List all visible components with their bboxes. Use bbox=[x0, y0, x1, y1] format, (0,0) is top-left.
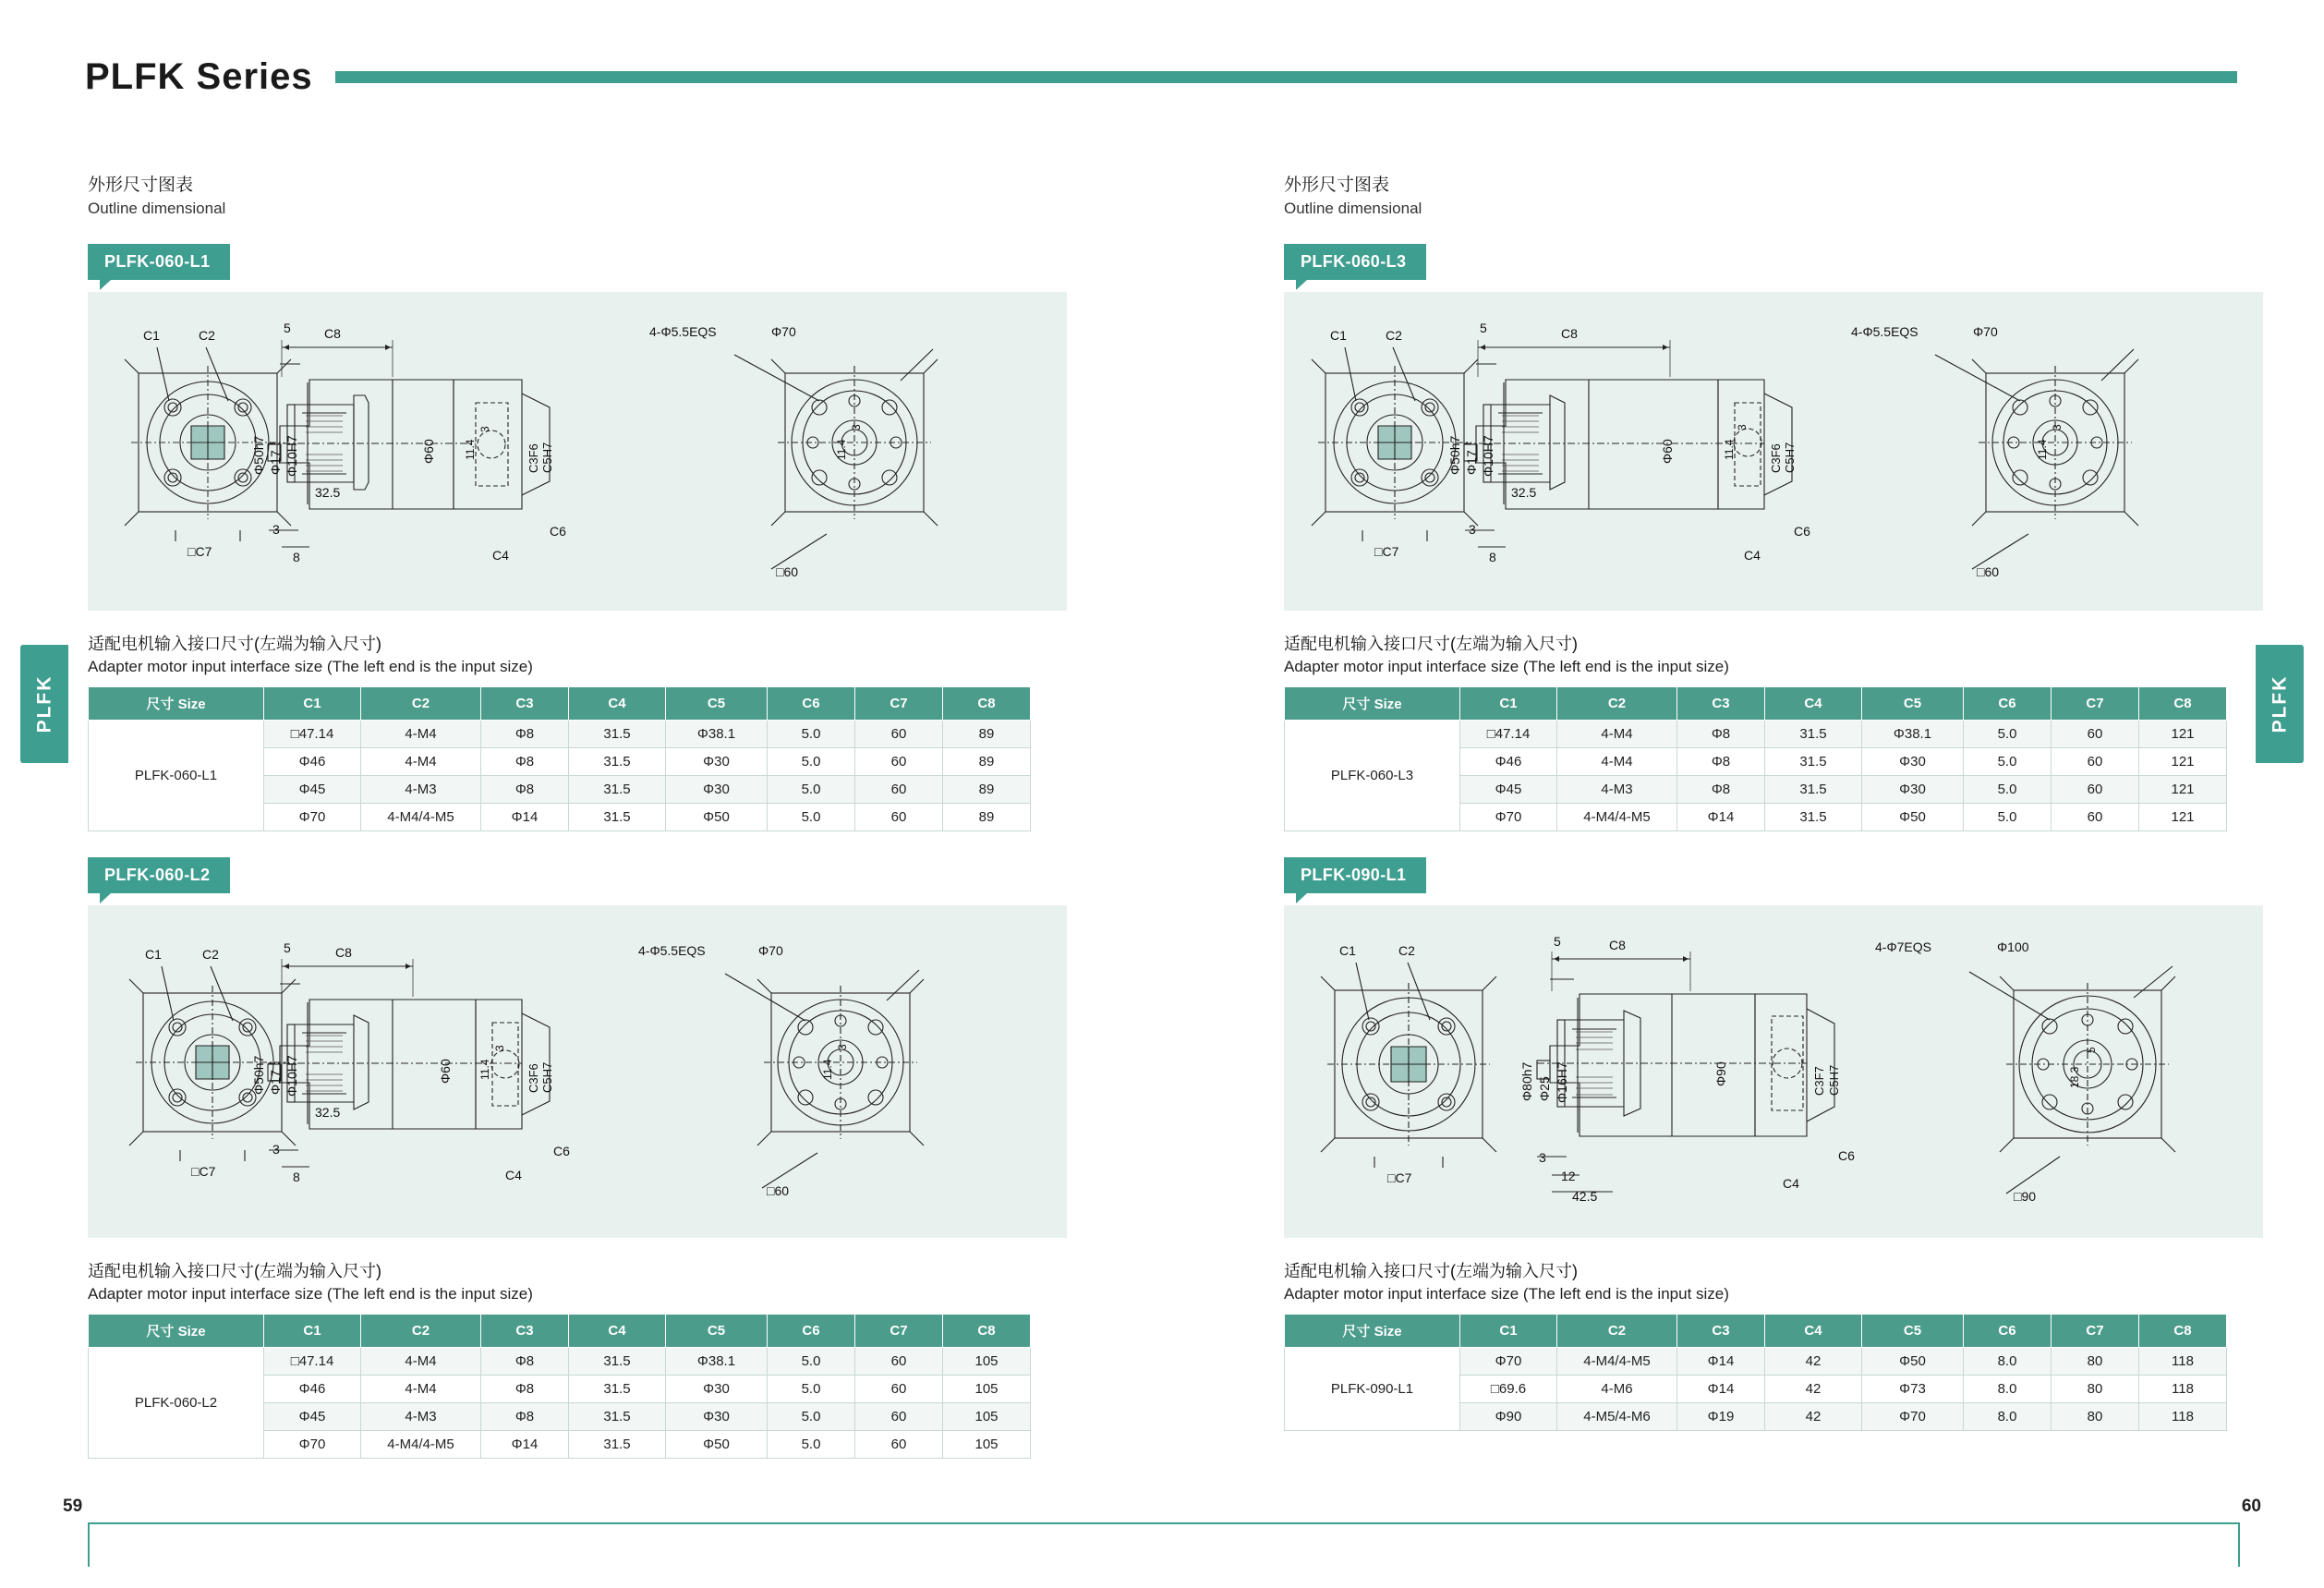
cell-c4: 31.5 bbox=[569, 1376, 666, 1403]
adapter-note-en: Adapter motor input interface size (The left end is the input size) bbox=[1284, 1285, 1729, 1303]
th-size: 尺寸 Size bbox=[1285, 1315, 1460, 1348]
cell-c2: 4-M3 bbox=[361, 776, 481, 804]
th-c4: C4 bbox=[569, 687, 666, 721]
dwg-label: C1 bbox=[143, 328, 160, 343]
th-size: 尺寸 Size bbox=[89, 1315, 264, 1348]
th-c2: C2 bbox=[1557, 687, 1677, 721]
adapter-note-cn: 适配电机输入接口尺寸(左端为输入尺寸) bbox=[88, 635, 381, 653]
cell-c4: 31.5 bbox=[1765, 776, 1862, 804]
dwg-label: Φ60 bbox=[1660, 439, 1675, 464]
th-c4: C4 bbox=[569, 1315, 666, 1348]
th-c5: C5 bbox=[666, 687, 768, 721]
cell-c5: Φ50 bbox=[666, 804, 768, 831]
dwg-label: C5H7 bbox=[1827, 1064, 1841, 1096]
side-tab-right-label: PLFK bbox=[2269, 674, 2291, 733]
th-size: 尺寸 Size bbox=[89, 687, 264, 721]
dwg-label: C2 bbox=[199, 328, 215, 343]
th-c8: C8 bbox=[2139, 1315, 2227, 1348]
th-c8: C8 bbox=[943, 1315, 1031, 1348]
dwg-label: C2 bbox=[1398, 943, 1415, 958]
cell-c8: 121 bbox=[2139, 748, 2227, 776]
cell-c8: 105 bbox=[943, 1376, 1031, 1403]
dwg-label: Φ80h7 bbox=[1519, 1061, 1534, 1101]
table-header-row bbox=[1285, 1315, 2227, 1348]
dwg-label: Φ10H7 bbox=[1481, 435, 1495, 477]
cell-c6: 5.0 bbox=[1964, 721, 2052, 748]
table-row bbox=[1285, 721, 2227, 748]
cell-c7: 60 bbox=[855, 1403, 943, 1431]
table-row bbox=[89, 1348, 1031, 1376]
cell-c1: Φ90 bbox=[1460, 1403, 1557, 1431]
title-rule bbox=[335, 71, 2237, 83]
footer-tick-right bbox=[2238, 1522, 2240, 1567]
block-plfk-060-l3 bbox=[1284, 218, 2263, 831]
dwg-label: 5 bbox=[2085, 1047, 2098, 1053]
cell-c8: 118 bbox=[2139, 1403, 2227, 1431]
cell-c1: Φ45 bbox=[264, 1403, 361, 1431]
dwg-label: C3F6 bbox=[527, 1063, 540, 1093]
th-c3: C3 bbox=[481, 687, 569, 721]
cell-c5: Φ30 bbox=[1862, 748, 1964, 776]
dimension-table-060-l2 bbox=[88, 1314, 1031, 1459]
cell-c3: Φ8 bbox=[481, 776, 569, 804]
dwg-label: □60 bbox=[767, 1183, 790, 1198]
cell-c5: Φ50 bbox=[1862, 804, 1964, 831]
dwg-label: □90 bbox=[2014, 1189, 2037, 1204]
cell-model: PLFK-060-L3 bbox=[1285, 721, 1460, 831]
cell-c5: Φ50 bbox=[666, 1431, 768, 1459]
page-number-right: 60 bbox=[2241, 1497, 2261, 1516]
dwg-label: Φ10H7 bbox=[284, 1055, 299, 1097]
cell-c3: Φ8 bbox=[481, 1403, 569, 1431]
cell-model: PLFK-090-L1 bbox=[1285, 1348, 1460, 1431]
dwg-label: C4 bbox=[492, 548, 509, 563]
cell-c4: 31.5 bbox=[569, 1431, 666, 1459]
th-c2: C2 bbox=[361, 1315, 481, 1348]
dwg-label: 3 bbox=[836, 1044, 849, 1050]
dwg-label: 5 bbox=[284, 940, 291, 955]
cell-c6: 5.0 bbox=[768, 721, 855, 748]
dwg-label: 5 bbox=[284, 321, 291, 335]
cell-c8: 118 bbox=[2139, 1348, 2227, 1376]
model-tag: PLFK-060-L1 bbox=[88, 244, 230, 280]
cell-c8: 105 bbox=[943, 1431, 1031, 1459]
dimension-table-060-l1 bbox=[88, 686, 1031, 831]
cell-c8: 89 bbox=[943, 721, 1031, 748]
cell-c3: Φ14 bbox=[1677, 804, 1765, 831]
cell-c7: 60 bbox=[855, 776, 943, 804]
cell-c7: 60 bbox=[855, 1376, 943, 1403]
cell-c5: Φ38.1 bbox=[1862, 721, 1964, 748]
dwg-label: C3F6 bbox=[527, 443, 540, 473]
cell-c1: □47.14 bbox=[1460, 721, 1557, 748]
block-plfk-060-l1 bbox=[88, 218, 1067, 831]
cell-c4: 31.5 bbox=[569, 721, 666, 748]
th-c6: C6 bbox=[768, 687, 855, 721]
dwg-label: □60 bbox=[1977, 564, 2000, 579]
cell-c8: 121 bbox=[2139, 776, 2227, 804]
cell-c8: 89 bbox=[943, 776, 1031, 804]
cell-c6: 5.0 bbox=[768, 1348, 855, 1376]
cell-c5: Φ70 bbox=[1862, 1403, 1964, 1431]
cell-c6: 5.0 bbox=[1964, 748, 2052, 776]
cell-c7: 60 bbox=[855, 748, 943, 776]
outline-drawing-060-l2 bbox=[88, 905, 1067, 1238]
table-header-row bbox=[1285, 687, 2227, 721]
th-c7: C7 bbox=[2052, 687, 2139, 721]
cell-c5: Φ30 bbox=[666, 776, 768, 804]
cell-c3: Φ14 bbox=[481, 1431, 569, 1459]
cell-c2: 4-M5/4-M6 bbox=[1557, 1403, 1677, 1431]
model-tag: PLFK-060-L3 bbox=[1284, 244, 1426, 280]
th-c6: C6 bbox=[768, 1315, 855, 1348]
cell-c4: 31.5 bbox=[569, 776, 666, 804]
adapter-note-cn: 适配电机输入接口尺寸(左端为输入尺寸) bbox=[1284, 1262, 1578, 1280]
cell-c7: 80 bbox=[2052, 1348, 2139, 1376]
cell-c6: 5.0 bbox=[768, 804, 855, 831]
page-header bbox=[85, 51, 2237, 103]
dwg-label: 32.5 bbox=[315, 1105, 341, 1120]
cell-c1: □69.6 bbox=[1460, 1376, 1557, 1403]
dwg-label: C5H7 bbox=[540, 1061, 554, 1093]
cell-c2: 4-M4 bbox=[361, 1376, 481, 1403]
dwg-label: C6 bbox=[553, 1144, 570, 1158]
cell-c7: 60 bbox=[855, 1348, 943, 1376]
dwg-label: 11.4 bbox=[2036, 439, 2049, 460]
cell-c5: Φ38.1 bbox=[666, 1348, 768, 1376]
side-tab-left bbox=[20, 645, 68, 763]
cell-c1: Φ46 bbox=[264, 1376, 361, 1403]
dwg-label: C6 bbox=[1838, 1148, 1855, 1163]
cell-c8: 105 bbox=[943, 1348, 1031, 1376]
adapter-note-en: Adapter motor input interface size (The left end is the input size) bbox=[88, 658, 533, 675]
cell-c3: Φ14 bbox=[1677, 1348, 1765, 1376]
cell-c4: 31.5 bbox=[569, 748, 666, 776]
cell-c8: 89 bbox=[943, 804, 1031, 831]
dwg-label: C8 bbox=[324, 326, 341, 341]
cell-c7: 60 bbox=[2052, 804, 2139, 831]
dwg-label: 11.4 bbox=[835, 439, 848, 460]
dwg-label: C6 bbox=[1794, 524, 1810, 539]
dwg-label: 18.3 bbox=[2068, 1066, 2081, 1088]
dwg-label: Φ50h7 bbox=[251, 435, 266, 475]
cell-c1: □47.14 bbox=[264, 721, 361, 748]
cell-c6: 5.0 bbox=[768, 748, 855, 776]
dwg-label: C4 bbox=[1783, 1176, 1799, 1191]
cell-c4: 31.5 bbox=[569, 804, 666, 831]
cell-c7: 60 bbox=[855, 721, 943, 748]
model-tag: PLFK-090-L1 bbox=[1284, 857, 1426, 893]
cell-c5: Φ30 bbox=[1862, 776, 1964, 804]
cell-c4: 31.5 bbox=[569, 1403, 666, 1431]
dwg-label: 3 bbox=[1469, 522, 1476, 537]
dwg-label: 4-Φ5.5EQS bbox=[649, 324, 717, 339]
dwg-label: 42.5 bbox=[1572, 1189, 1598, 1204]
cell-c3: Φ8 bbox=[1677, 721, 1765, 748]
dwg-label: □C7 bbox=[188, 544, 212, 559]
dwg-label: 3 bbox=[272, 522, 280, 537]
cell-c2: 4-M4/4-M5 bbox=[1557, 1348, 1677, 1376]
th-c5: C5 bbox=[1862, 687, 1964, 721]
cell-c3: Φ8 bbox=[481, 1376, 569, 1403]
th-c3: C3 bbox=[481, 1315, 569, 1348]
cell-c6: 5.0 bbox=[768, 1431, 855, 1459]
table-header-row bbox=[89, 687, 1031, 721]
cell-c3: Φ14 bbox=[1677, 1376, 1765, 1403]
cell-c1: Φ70 bbox=[264, 1431, 361, 1459]
cell-c1: Φ70 bbox=[1460, 1348, 1557, 1376]
dwg-label: C1 bbox=[1339, 943, 1356, 958]
dwg-label: C8 bbox=[1561, 326, 1578, 341]
dwg-label: 5 bbox=[1480, 321, 1487, 335]
cell-c2: 4-M4 bbox=[361, 721, 481, 748]
cell-c4: 31.5 bbox=[1765, 804, 1862, 831]
cell-c3: Φ8 bbox=[1677, 748, 1765, 776]
cell-c8: 118 bbox=[2139, 1376, 2227, 1403]
dwg-label: Φ17 bbox=[1464, 450, 1479, 475]
dwg-label: Φ70 bbox=[758, 943, 783, 958]
cell-c6: 5.0 bbox=[768, 1403, 855, 1431]
th-c5: C5 bbox=[666, 1315, 768, 1348]
dwg-label: C4 bbox=[1744, 548, 1761, 563]
th-size: 尺寸 Size bbox=[1285, 687, 1460, 721]
cell-c5: Φ30 bbox=[666, 1403, 768, 1431]
cell-c6: 8.0 bbox=[1964, 1348, 2052, 1376]
cell-c8: 121 bbox=[2139, 804, 2227, 831]
dwg-label: 11.4 bbox=[464, 439, 477, 460]
dimension-table-060-l3 bbox=[1284, 686, 2227, 831]
th-c6: C6 bbox=[1964, 1315, 2052, 1348]
dwg-label: 8 bbox=[293, 1170, 300, 1184]
dwg-label: □C7 bbox=[1387, 1170, 1412, 1185]
dwg-label: 4-Φ7EQS bbox=[1875, 939, 1931, 954]
dwg-label: 32.5 bbox=[315, 485, 341, 500]
dwg-label: 4-Φ5.5EQS bbox=[1851, 324, 1919, 339]
dwg-label: C3F6 bbox=[1769, 443, 1783, 473]
dwg-label: 3 bbox=[1539, 1150, 1546, 1165]
cell-c1: Φ46 bbox=[1460, 748, 1557, 776]
dwg-label: Φ60 bbox=[438, 1059, 453, 1084]
cell-c3: Φ19 bbox=[1677, 1403, 1765, 1431]
cell-c2: 4-M4 bbox=[361, 748, 481, 776]
outline-drawing-060-l3 bbox=[1284, 292, 2263, 611]
th-c6: C6 bbox=[1964, 687, 2052, 721]
cell-c3: Φ14 bbox=[481, 804, 569, 831]
cell-c7: 60 bbox=[855, 1431, 943, 1459]
cell-c2: 4-M3 bbox=[1557, 776, 1677, 804]
cell-c3: Φ8 bbox=[481, 1348, 569, 1376]
cell-c1: Φ45 bbox=[1460, 776, 1557, 804]
adapter-note-en: Adapter motor input interface size (The left end is the input size) bbox=[88, 1285, 533, 1303]
dwg-label: C3F7 bbox=[1812, 1066, 1826, 1096]
cell-c4: 31.5 bbox=[1765, 748, 1862, 776]
th-c7: C7 bbox=[855, 687, 943, 721]
dwg-label: Φ17 bbox=[268, 1070, 283, 1095]
cell-c6: 8.0 bbox=[1964, 1403, 2052, 1431]
cell-c7: 60 bbox=[2052, 748, 2139, 776]
cell-model: PLFK-060-L1 bbox=[89, 721, 264, 831]
cell-c7: 60 bbox=[2052, 721, 2139, 748]
cell-c2: 4-M4/4-M5 bbox=[361, 1431, 481, 1459]
dwg-label: □C7 bbox=[1374, 544, 1399, 559]
cell-c4: 42 bbox=[1765, 1403, 1862, 1431]
dwg-label: 11.4 bbox=[821, 1059, 834, 1080]
dwg-label: C1 bbox=[145, 947, 162, 962]
cell-c8: 105 bbox=[943, 1403, 1031, 1431]
cell-c2: 4-M6 bbox=[1557, 1376, 1677, 1403]
column-right bbox=[1284, 171, 2263, 1431]
cell-c5: Φ50 bbox=[1862, 1348, 1964, 1376]
dwg-label: C6 bbox=[550, 524, 566, 539]
cell-model: PLFK-060-L2 bbox=[89, 1348, 264, 1459]
dwg-label: C8 bbox=[1609, 938, 1626, 952]
dwg-label: 3 bbox=[2051, 424, 2064, 430]
adapter-note-cn: 适配电机输入接口尺寸(左端为输入尺寸) bbox=[88, 1262, 381, 1280]
dwg-label: Φ16H7 bbox=[1555, 1061, 1569, 1103]
block-plfk-090-l1 bbox=[1284, 831, 2263, 1431]
dwg-label: □60 bbox=[776, 564, 799, 579]
cell-c2: 4-M4 bbox=[361, 1348, 481, 1376]
side-tab-left-label: PLFK bbox=[33, 674, 55, 733]
cell-c4: 31.5 bbox=[569, 1348, 666, 1376]
dwg-label: □C7 bbox=[191, 1164, 216, 1179]
cell-c1: Φ46 bbox=[264, 748, 361, 776]
adapter-note-cn: 适配电机输入接口尺寸(左端为输入尺寸) bbox=[1284, 635, 1578, 653]
cell-c2: 4-M4 bbox=[1557, 721, 1677, 748]
cell-c4: 42 bbox=[1765, 1376, 1862, 1403]
cell-c2: 4-M4/4-M5 bbox=[1557, 804, 1677, 831]
cell-c6: 5.0 bbox=[1964, 776, 2052, 804]
dwg-label: 3 bbox=[850, 424, 863, 430]
cell-c6: 5.0 bbox=[1964, 804, 2052, 831]
page-title: PLFK Series bbox=[85, 55, 313, 97]
th-c3: C3 bbox=[1677, 1315, 1765, 1348]
dwg-label: 3 bbox=[272, 1142, 280, 1157]
cell-c5: Φ38.1 bbox=[666, 721, 768, 748]
cell-c6: 5.0 bbox=[768, 776, 855, 804]
section-heading-en: Outline dimensional bbox=[1284, 200, 1422, 217]
table-row bbox=[1285, 1348, 2227, 1376]
dwg-label: 3 bbox=[493, 1045, 506, 1051]
dwg-label: Φ50h7 bbox=[251, 1055, 266, 1095]
dwg-label: C2 bbox=[202, 947, 219, 962]
cell-c8: 121 bbox=[2139, 721, 2227, 748]
cell-c7: 60 bbox=[2052, 776, 2139, 804]
cell-c3: Φ8 bbox=[1677, 776, 1765, 804]
th-c1: C1 bbox=[1460, 687, 1557, 721]
dwg-label: Φ60 bbox=[421, 439, 436, 464]
th-c2: C2 bbox=[361, 687, 481, 721]
dwg-label: 3 bbox=[1736, 424, 1749, 430]
cell-c6: 8.0 bbox=[1964, 1376, 2052, 1403]
cell-c2: 4-M3 bbox=[361, 1403, 481, 1431]
section-heading-en: Outline dimensional bbox=[88, 200, 226, 217]
cell-c6: 5.0 bbox=[768, 1376, 855, 1403]
th-c8: C8 bbox=[2139, 687, 2227, 721]
dimension-table-090-l1 bbox=[1284, 1314, 2227, 1431]
dwg-label: 32.5 bbox=[1511, 485, 1537, 500]
th-c3: C3 bbox=[1677, 687, 1765, 721]
dwg-label: 3 bbox=[478, 426, 491, 432]
cell-c3: Φ8 bbox=[481, 748, 569, 776]
cell-c1: Φ70 bbox=[264, 804, 361, 831]
cell-c4: 31.5 bbox=[1765, 721, 1862, 748]
dwg-label: C2 bbox=[1386, 328, 1402, 343]
th-c5: C5 bbox=[1862, 1315, 1964, 1348]
cell-c7: 80 bbox=[2052, 1376, 2139, 1403]
cell-c3: Φ8 bbox=[481, 721, 569, 748]
cell-c2: 4-M4 bbox=[1557, 748, 1677, 776]
dwg-label: Φ90 bbox=[1713, 1061, 1728, 1086]
cell-c1: □47.14 bbox=[264, 1348, 361, 1376]
dwg-label: C1 bbox=[1330, 328, 1347, 343]
th-c2: C2 bbox=[1557, 1315, 1677, 1348]
outline-drawing-060-l1 bbox=[88, 292, 1067, 611]
dwg-label: C5H7 bbox=[540, 442, 554, 473]
dwg-label: Φ100 bbox=[1997, 939, 2029, 954]
cell-c2: 4-M4/4-M5 bbox=[361, 804, 481, 831]
th-c7: C7 bbox=[2052, 1315, 2139, 1348]
model-tag: PLFK-060-L2 bbox=[88, 857, 230, 893]
footer-rule bbox=[88, 1522, 2240, 1524]
cell-c7: 80 bbox=[2052, 1403, 2139, 1431]
th-c1: C1 bbox=[264, 687, 361, 721]
block-plfk-060-l2 bbox=[88, 831, 1067, 1459]
section-heading-cn: 外形尺寸图表 bbox=[88, 176, 194, 195]
cell-c5: Φ30 bbox=[666, 748, 768, 776]
dwg-label: C4 bbox=[505, 1168, 522, 1182]
dwg-label: C8 bbox=[335, 945, 352, 960]
dwg-label: 8 bbox=[293, 550, 300, 564]
th-c1: C1 bbox=[1460, 1315, 1557, 1348]
th-c1: C1 bbox=[264, 1315, 361, 1348]
page-number-left: 59 bbox=[63, 1497, 83, 1516]
dwg-label: 12 bbox=[1561, 1169, 1576, 1183]
th-c8: C8 bbox=[943, 687, 1031, 721]
dwg-label: 11.4 bbox=[1723, 439, 1736, 460]
dwg-label: Φ70 bbox=[771, 324, 796, 339]
dwg-label: Φ25 bbox=[1537, 1076, 1552, 1101]
table-row bbox=[89, 721, 1031, 748]
cell-c5: Φ73 bbox=[1862, 1376, 1964, 1403]
dwg-label: 11.4 bbox=[478, 1059, 491, 1080]
cell-c8: 89 bbox=[943, 748, 1031, 776]
cell-c1: Φ70 bbox=[1460, 804, 1557, 831]
dwg-label: 4-Φ5.5EQS bbox=[638, 943, 706, 958]
outline-drawing-090-l1 bbox=[1284, 905, 2263, 1238]
footer-tick-left bbox=[88, 1522, 90, 1567]
dwg-label: 5 bbox=[1554, 934, 1561, 949]
dwg-label: Φ50h7 bbox=[1447, 435, 1462, 475]
adapter-note-en: Adapter motor input interface size (The left end is the input size) bbox=[1284, 658, 1729, 675]
dwg-label: Φ70 bbox=[1973, 324, 1998, 339]
cell-c4: 42 bbox=[1765, 1348, 1862, 1376]
th-c4: C4 bbox=[1765, 1315, 1862, 1348]
dwg-label: Φ10H7 bbox=[284, 435, 299, 477]
column-left bbox=[88, 171, 1067, 1459]
th-c7: C7 bbox=[855, 1315, 943, 1348]
table-header-row bbox=[89, 1315, 1031, 1348]
th-c4: C4 bbox=[1765, 687, 1862, 721]
dwg-label: C5H7 bbox=[1783, 442, 1797, 473]
section-heading-cn: 外形尺寸图表 bbox=[1284, 176, 1390, 195]
cell-c7: 60 bbox=[855, 804, 943, 831]
dwg-label: Φ17 bbox=[268, 450, 283, 475]
cell-c5: Φ30 bbox=[666, 1376, 768, 1403]
dwg-label: 8 bbox=[1489, 550, 1496, 564]
cell-c1: Φ45 bbox=[264, 776, 361, 804]
